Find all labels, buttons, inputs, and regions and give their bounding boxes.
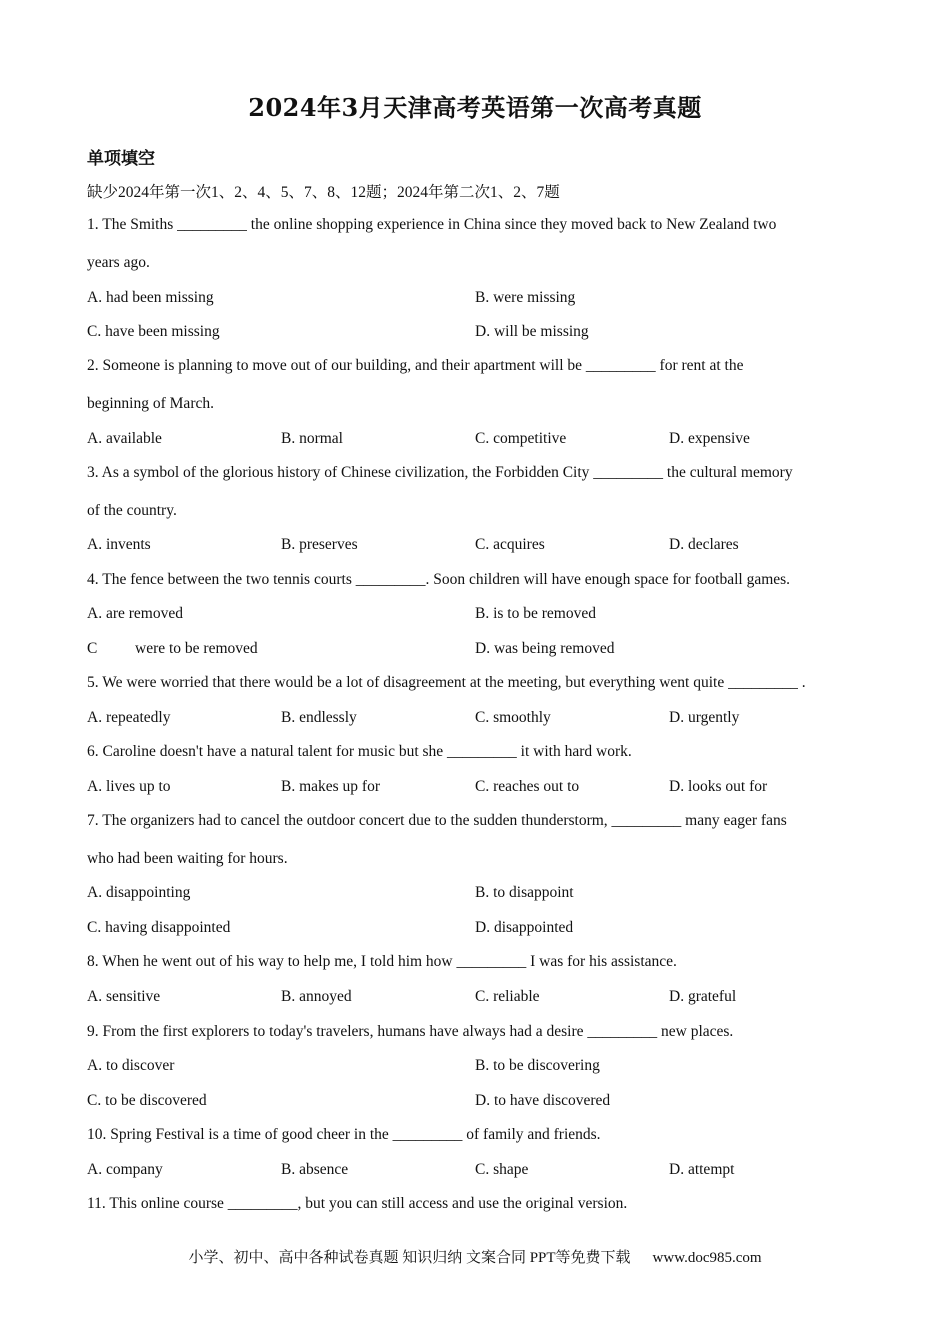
question-7-option-a: A. disappointing [87, 884, 191, 901]
section-heading: 单项填空 [87, 149, 155, 169]
question-2-option-b: B. normal [281, 430, 343, 447]
question-1-option-b: B. were missing [475, 289, 576, 306]
footer-text: 小学、初中、高中各种试卷真题 知识归纳 文案合同 PPT等免费下载 [188, 1250, 631, 1266]
question-3-option-a: A. invents [87, 536, 151, 553]
question-9-option-b: B. to be discovering [475, 1057, 600, 1074]
question-5-stem: 5. We were worried that there would be a lot of disagreement at the meeting, but everything went quite _________ . [87, 674, 806, 691]
question-3-option-d: D. declares [669, 536, 739, 553]
question-9-option-d: D. to have discovered [475, 1092, 611, 1109]
question-1-stem-cont: years ago. [87, 254, 150, 271]
question-5-option-b: B. endlessly [281, 709, 357, 726]
question-4-option-a: A. are removed [87, 605, 183, 622]
question-10-stem: 10. Spring Festival is a time of good cheer in the _________ of family and friends. [87, 1126, 601, 1143]
question-4-stem: 4. The fence between the two tennis courts _________. Soon children will have enough space for football games. [87, 571, 791, 588]
question-2-stem-cont: beginning of March. [87, 395, 214, 412]
missing-questions-note: 缺少2024年第一次1、2、4、5、7、8、12题；2024年第二次1、2、7题 [87, 184, 560, 201]
question-8-option-a: A. sensitive [87, 988, 161, 1005]
question-8-stem: 8. When he went out of his way to help me, I told him how _________ I was for his assistance. [87, 953, 677, 970]
question-10-option-a: A. company [87, 1161, 163, 1178]
question-6-option-b: B. makes up for [281, 778, 381, 795]
question-4-option-c: were to be removed [135, 640, 258, 657]
question-6-option-d: D. looks out for [669, 778, 768, 795]
question-3-option-c: C. acquires [475, 536, 545, 553]
question-1-option-c: C. have been missing [87, 323, 220, 340]
question-3-stem-cont: of the country. [87, 502, 177, 519]
question-7-option-d: D. disappointed [475, 919, 574, 936]
question-10-option-c: C. shape [475, 1161, 529, 1178]
question-2-option-c: C. competitive [475, 430, 567, 447]
question-4-option-b: B. is to be removed [475, 605, 596, 622]
footer-url: www.doc985.com [652, 1250, 762, 1266]
question-4-option-c-letter: C [87, 640, 98, 657]
question-1-option-a: A. had been missing [87, 289, 214, 306]
question-10-option-b: B. absence [281, 1161, 349, 1178]
question-2-option-a: A. available [87, 430, 162, 447]
question-7-option-b: B. to disappoint [475, 884, 574, 901]
question-8-option-c: C. reliable [475, 988, 540, 1005]
question-11-stem: 11. This online course _________, but you can still access and use the original version. [87, 1195, 628, 1212]
question-7-option-c: C. having disappointed [87, 919, 231, 936]
page-footer [0, 1246, 950, 1267]
question-10-option-d: D. attempt [669, 1161, 735, 1178]
question-7-stem: 7. The organizers had to cancel the outdoor concert due to the sudden thunderstorm, _________ many eager fans [87, 812, 787, 829]
question-2-stem: 2. Someone is planning to move out of our building, and their apartment will be _________ for rent at the [87, 357, 744, 374]
question-9-option-a: A. to discover [87, 1057, 175, 1074]
question-1-stem: 1. The Smiths _________ the online shopping experience in China since they moved back to New Zealand two [87, 216, 777, 233]
question-7-stem-cont: who had been waiting for hours. [87, 850, 288, 867]
question-5-option-a: A. repeatedly [87, 709, 171, 726]
question-1-option-d: D. will be missing [475, 323, 589, 340]
question-6-option-a: A. lives up to [87, 778, 171, 795]
question-5-option-c: C. smoothly [475, 709, 551, 726]
question-4-option-d: D. was being removed [475, 640, 615, 657]
question-3-option-b: B. preserves [281, 536, 358, 553]
question-2-option-d: D. expensive [669, 430, 750, 447]
question-3-stem: 3. As a symbol of the glorious history of Chinese civilization, the Forbidden City _________ the cultural memory [87, 464, 793, 481]
question-6-stem: 6. Caroline doesn't have a natural talent for music but she _________ it with hard work. [87, 743, 632, 760]
question-5-option-d: D. urgently [669, 709, 740, 726]
question-9-option-c: C. to be discovered [87, 1092, 207, 1109]
question-6-option-c: C. reaches out to [475, 778, 580, 795]
page-title: 2024年3月天津高考英语第一次高考真题 [248, 93, 702, 122]
question-8-option-d: D. grateful [669, 988, 737, 1005]
question-8-option-b: B. annoyed [281, 988, 352, 1005]
question-9-stem: 9. From the first explorers to today's travelers, humans have always had a desire _________ new places. [87, 1023, 734, 1040]
